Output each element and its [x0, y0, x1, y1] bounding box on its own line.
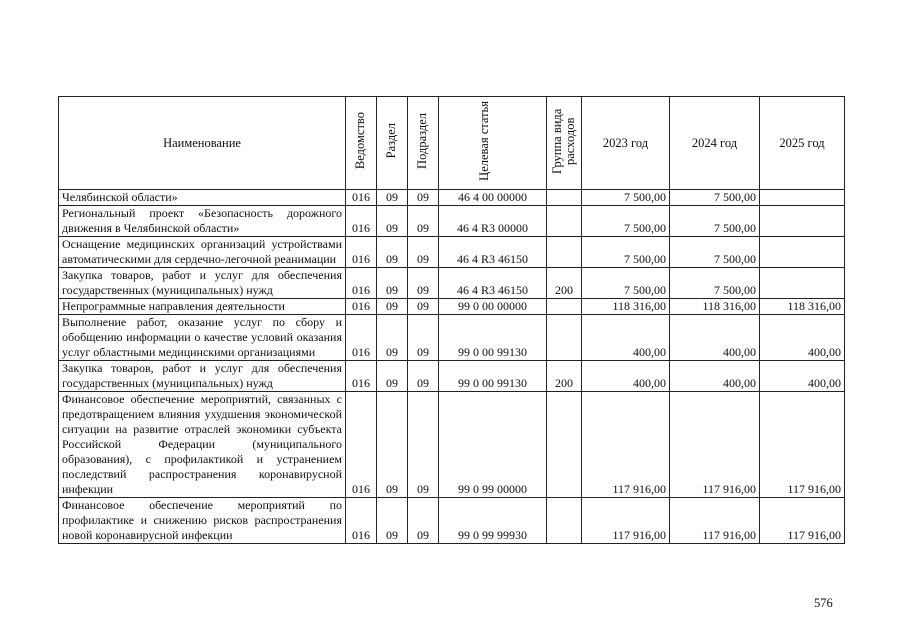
page-number: 576	[814, 596, 833, 610]
cell-name: Челябинской области»	[59, 190, 346, 206]
table-row	[59, 392, 845, 498]
cell-2025: 400,00	[760, 315, 845, 361]
cell-vedomstvo: 016	[346, 361, 377, 392]
cell-gruppa	[547, 190, 582, 206]
cell-celevaya-statya: 99 0 99 99930	[439, 498, 547, 544]
cell-vedomstvo: 016	[346, 315, 377, 361]
cell-2024: 118 316,00	[670, 299, 760, 315]
cell-podrazdel: 09	[408, 190, 439, 206]
cell-celevaya-statya: 46 4 R3 00000	[439, 206, 547, 237]
cell-podrazdel: 09	[408, 206, 439, 237]
table-row	[59, 315, 845, 361]
cell-name: Финансовое обеспечение мероприятий, связанных с предотвращением влияния ухудшения экономической ситуации на развитие отраслей экономики субъекта Российской Федерации (муниципального образования), с профилактикой и устранением последствий распространения коронавирусной инфекции	[59, 392, 346, 498]
header-vedomstvo: Ведомство	[346, 97, 377, 190]
cell-vedomstvo: 016	[346, 237, 377, 268]
cell-2023: 7 500,00	[582, 237, 670, 268]
cell-razdel: 09	[377, 237, 408, 268]
cell-2025	[760, 206, 845, 237]
table-row	[59, 206, 845, 237]
cell-celevaya-statya: 99 0 99 00000	[439, 392, 547, 498]
cell-2023: 7 500,00	[582, 190, 670, 206]
cell-2023: 117 916,00	[582, 498, 670, 544]
cell-celevaya-statya: 46 4 R3 46150	[439, 268, 547, 299]
cell-podrazdel: 09	[408, 315, 439, 361]
cell-2023: 117 916,00	[582, 392, 670, 498]
table-row	[59, 361, 845, 392]
cell-gruppa	[547, 498, 582, 544]
table-row	[59, 190, 845, 206]
cell-2025: 117 916,00	[760, 392, 845, 498]
cell-razdel: 09	[377, 299, 408, 315]
cell-2025	[760, 237, 845, 268]
cell-razdel: 09	[377, 361, 408, 392]
cell-2025: 400,00	[760, 361, 845, 392]
cell-2024: 7 500,00	[670, 190, 760, 206]
cell-2024: 117 916,00	[670, 498, 760, 544]
cell-2024: 7 500,00	[670, 206, 760, 237]
cell-2024: 117 916,00	[670, 392, 760, 498]
cell-vedomstvo: 016	[346, 299, 377, 315]
cell-razdel: 09	[377, 392, 408, 498]
cell-razdel: 09	[377, 268, 408, 299]
cell-celevaya-statya: 99 0 00 00000	[439, 299, 547, 315]
table-body	[59, 190, 845, 544]
cell-gruppa: 200	[547, 361, 582, 392]
cell-name: Региональный проект «Безопасность дорожного движения в Челябинской области»	[59, 206, 346, 237]
cell-gruppa	[547, 237, 582, 268]
cell-name: Непрограммные направления деятельности	[59, 299, 346, 315]
cell-2023: 400,00	[582, 361, 670, 392]
cell-vedomstvo: 016	[346, 498, 377, 544]
cell-2025: 117 916,00	[760, 498, 845, 544]
cell-2025: 118 316,00	[760, 299, 845, 315]
cell-razdel: 09	[377, 315, 408, 361]
cell-gruppa	[547, 299, 582, 315]
header-2025: 2025 год	[760, 97, 845, 190]
header-2024: 2024 год	[670, 97, 760, 190]
budget-table	[58, 96, 845, 544]
cell-name: Выполнение работ, оказание услуг по сбору и обобщению информации о качестве условий оказания услуг областными медицинскими организациями	[59, 315, 346, 361]
cell-gruppa: 200	[547, 268, 582, 299]
cell-2025	[760, 190, 845, 206]
cell-2024: 7 500,00	[670, 237, 760, 268]
cell-vedomstvo: 016	[346, 206, 377, 237]
cell-podrazdel: 09	[408, 498, 439, 544]
cell-podrazdel: 09	[408, 392, 439, 498]
header-podrazdel: Подраздел	[408, 97, 439, 190]
cell-celevaya-statya: 99 0 00 99130	[439, 361, 547, 392]
table-row	[59, 498, 845, 544]
cell-2025	[760, 268, 845, 299]
cell-razdel: 09	[377, 190, 408, 206]
cell-2023: 400,00	[582, 315, 670, 361]
cell-vedomstvo: 016	[346, 268, 377, 299]
cell-celevaya-statya: 46 4 00 00000	[439, 190, 547, 206]
table-row	[59, 299, 845, 315]
cell-podrazdel: 09	[408, 299, 439, 315]
cell-celevaya-statya: 99 0 00 99130	[439, 315, 547, 361]
cell-2024: 7 500,00	[670, 268, 760, 299]
header-razdel: Раздел	[377, 97, 408, 190]
header-2023: 2023 год	[582, 97, 670, 190]
cell-gruppa	[547, 315, 582, 361]
cell-2024: 400,00	[670, 361, 760, 392]
cell-2023: 118 316,00	[582, 299, 670, 315]
table-header-row	[59, 97, 845, 190]
cell-podrazdel: 09	[408, 237, 439, 268]
cell-celevaya-statya: 46 4 R3 46150	[439, 237, 547, 268]
cell-podrazdel: 09	[408, 268, 439, 299]
cell-podrazdel: 09	[408, 361, 439, 392]
cell-vedomstvo: 016	[346, 190, 377, 206]
cell-2024: 400,00	[670, 315, 760, 361]
cell-gruppa	[547, 392, 582, 498]
table-row	[59, 237, 845, 268]
cell-2023: 7 500,00	[582, 268, 670, 299]
cell-name: Оснащение медицинских организаций устройствами автоматическими для сердечно-легочной реанимации	[59, 237, 346, 268]
cell-gruppa	[547, 206, 582, 237]
cell-razdel: 09	[377, 498, 408, 544]
table-row	[59, 268, 845, 299]
header-name: Наименование	[59, 97, 346, 190]
cell-razdel: 09	[377, 206, 408, 237]
header-gruppa-vida-rashodov: Группа вида расходов	[547, 97, 582, 190]
cell-vedomstvo: 016	[346, 392, 377, 498]
cell-name: Закупка товаров, работ и услуг для обеспечения государственных (муниципальных) нужд	[59, 361, 346, 392]
header-celevaya-statya: Целевая статья	[439, 97, 547, 190]
cell-name: Закупка товаров, работ и услуг для обеспечения государственных (муниципальных) нужд	[59, 268, 346, 299]
cell-name: Финансовое обеспечение мероприятий по профилактике и снижению рисков распространения новой коронавирусной инфекции	[59, 498, 346, 544]
cell-2023: 7 500,00	[582, 206, 670, 237]
